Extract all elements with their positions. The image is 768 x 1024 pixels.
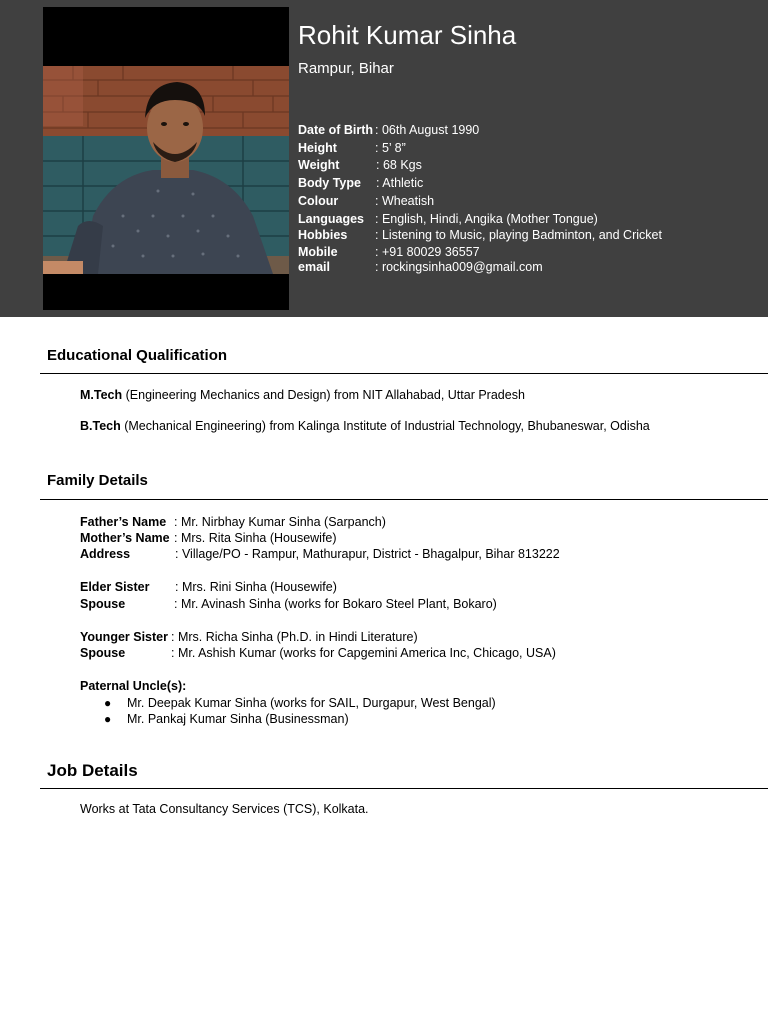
detail-label: Body Type [298, 176, 361, 190]
detail-label: Hobbies [298, 228, 348, 242]
detail-value: : 68 Kgs [376, 158, 422, 172]
detail-label: email [298, 260, 330, 274]
father-value: : Mr. Nirbhay Kumar Sinha (Sarpanch) [174, 515, 386, 529]
profile-photo [43, 7, 289, 310]
mother-value: : Mrs. Rita Sinha (Housewife) [174, 531, 337, 545]
family-divider [40, 499, 768, 500]
address-label: Address [80, 547, 131, 561]
degree-description: (Engineering Mechanics and Design) from NIT Allahabad, Uttar Pradesh [122, 388, 525, 402]
elder-spouse-label: Spouse [80, 597, 126, 611]
elder-spouse-value: : Mr. Avinash Sinha (works for Bokaro Steel Plant, Bokaro) [174, 597, 497, 611]
younger-spouse-value: : Mr. Ashish Kumar (works for Capgemini America Inc, Chicago, USA) [171, 646, 556, 660]
candidate-location: Rampur, Bihar [298, 60, 394, 77]
family-heading: Family Details [47, 472, 148, 489]
detail-value: : +91 80029 36557 [375, 245, 480, 259]
uncle-item: Mr. Deepak Kumar Sinha (works for SAIL, Durgapur, West Bengal) [127, 696, 496, 710]
education-divider [40, 373, 768, 374]
younger-sister-label: Younger Sister [80, 630, 168, 644]
detail-value: : 06th August 1990 [375, 123, 480, 137]
younger-spouse-label: Spouse [80, 646, 126, 660]
detail-label: Weight [298, 158, 340, 172]
profile-header [0, 0, 768, 317]
detail-value: : English, Hindi, Angika (Mother Tongue) [375, 212, 598, 226]
detail-label: Languages [298, 212, 364, 226]
job-heading: Job Details [47, 761, 138, 780]
bullet-icon: ● [104, 712, 112, 726]
detail-label: Colour [298, 194, 339, 208]
education-item-btech [80, 419, 650, 433]
profile-photo-image [43, 66, 289, 274]
detail-value: : rockingsinha009@gmail.com [375, 260, 543, 274]
father-label: Father’s Name [80, 515, 167, 529]
detail-label: Mobile [298, 245, 338, 259]
elder-sister-label: Elder Sister [80, 580, 150, 594]
address-value: : Village/PO - Rampur, Mathurapur, District - Bhagalpur, Bihar 813222 [175, 547, 560, 561]
uncles-label: Paternal Uncle(s): [80, 679, 187, 693]
detail-value: : 5’ 8” [375, 141, 406, 155]
degree-description: (Mechanical Engineering) from Kalinga Institute of Industrial Technology, Bhubaneswar, Odisha [120, 419, 650, 433]
detail-value: : Wheatish [375, 194, 435, 208]
uncle-item: Mr. Pankaj Kumar Sinha (Businessman) [127, 712, 349, 726]
education-heading: Educational Qualification [47, 347, 228, 364]
detail-label: Height [298, 141, 337, 155]
degree-name: M.Tech [80, 388, 123, 402]
bullet-icon: ● [104, 696, 112, 710]
job-divider [40, 788, 768, 789]
mother-label: Mother’s Name [80, 531, 170, 545]
detail-value: : Athletic [376, 176, 424, 190]
detail-label: Date of Birth [298, 123, 373, 137]
education-item-mtech [80, 388, 525, 402]
candidate-name: Rohit Kumar Sinha [298, 20, 517, 50]
younger-sister-value: : Mrs. Richa Sinha (Ph.D. in Hindi Literature) [171, 630, 418, 644]
elder-sister-value: : Mrs. Rini Sinha (Housewife) [175, 580, 337, 594]
job-description: Works at Tata Consultancy Services (TCS), Kolkata. [80, 802, 369, 816]
detail-value: : Listening to Music, playing Badminton, and Cricket [375, 228, 662, 242]
degree-name: B.Tech [80, 419, 121, 433]
